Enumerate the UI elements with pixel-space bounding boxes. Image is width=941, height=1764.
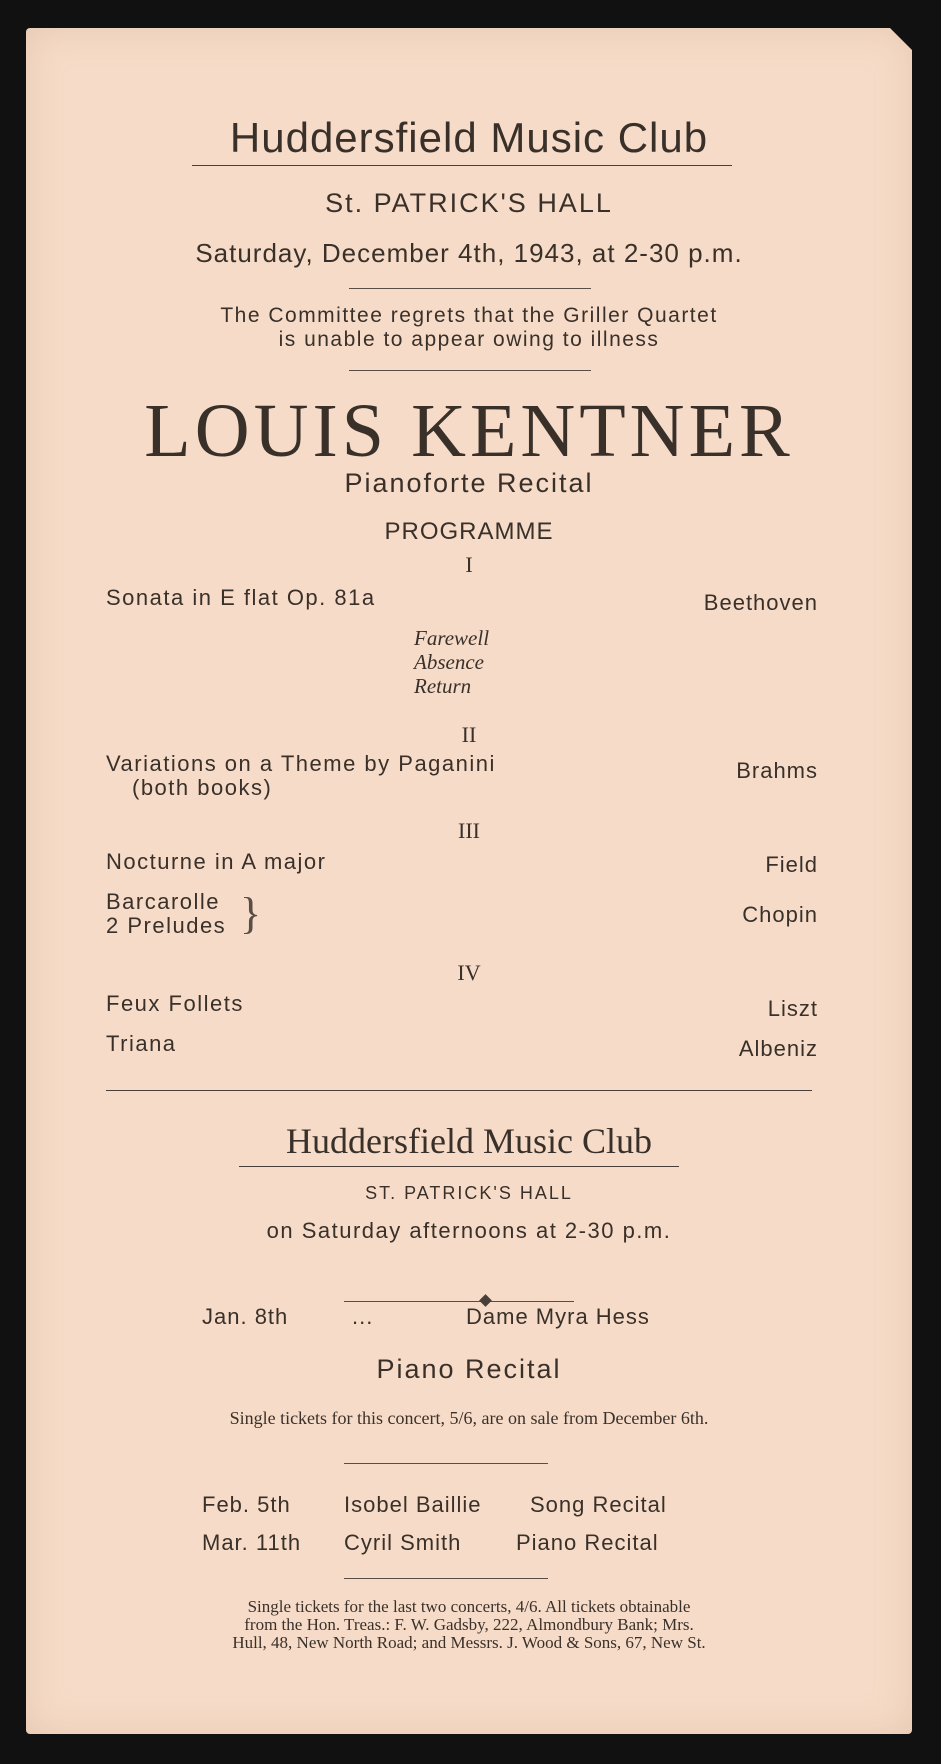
title-underline [239, 1166, 679, 1167]
part-numeral: III [458, 818, 480, 843]
section-divider [106, 1090, 812, 1091]
ticket-footer [26, 1598, 912, 1652]
part-numeral: IV [457, 960, 481, 985]
concert-schedule: on Saturday afternoons at 2-30 p.m. [266, 1218, 672, 1243]
part-numeral: I [465, 552, 473, 577]
work-title-line: Variations on a Theme by Paganini [106, 751, 496, 776]
hall-name: St. PATRICK'S HALL [325, 188, 613, 218]
notice-line: is unable to appear owing to illness [278, 328, 660, 351]
hall-name: ST. PATRICK'S HALL [365, 1183, 573, 1203]
divider [344, 1463, 548, 1464]
movement: Absence [414, 650, 484, 674]
artist-name: Cyril Smith [344, 1530, 462, 1555]
club-title: Huddersfield Music Club [286, 1121, 652, 1161]
work-group [106, 890, 226, 938]
ticket-info: Single tickets for this concert, 5/6, are on sale from December 6th. [229, 1408, 709, 1428]
artist-name: Isobel Baillie [344, 1492, 482, 1517]
work-title: Feux Follets [106, 991, 244, 1016]
footer-line: from the Hon. Treas.: F. W. Gadsby, 222, Almondbury Bank; Mrs. [244, 1615, 694, 1634]
composer: Albeniz [738, 1036, 818, 1061]
notice-line: The Committee regrets that the Griller Quartet [220, 304, 718, 327]
footer-line: Single tickets for the last two concerts, 4/6. All tickets obtainable [247, 1597, 691, 1616]
cancellation-notice [26, 304, 912, 352]
recital-type: Piano Recital [516, 1530, 659, 1555]
programme-heading: PROGRAMME [384, 518, 554, 545]
recital-type: Song Recital [530, 1492, 667, 1517]
recital-type: Piano Recital [376, 1354, 562, 1384]
folded-corner [890, 28, 912, 50]
artist-name: Dame Myra Hess [466, 1304, 650, 1329]
concert-date: Feb. 5th [202, 1492, 291, 1517]
programme-leaflet [26, 28, 912, 1734]
recital-type: Pianoforte Recital [344, 468, 594, 498]
composer: Field [765, 852, 818, 877]
work-title: Nocturne in A major [106, 849, 327, 874]
movement-list [414, 626, 489, 698]
leader-dots: ... [352, 1304, 374, 1329]
work-title: Triana [106, 1031, 177, 1056]
divider [349, 370, 591, 371]
composer: Beethoven [703, 590, 818, 615]
concert-date: Saturday, December 4th, 1943, at 2-30 p.m. [195, 238, 743, 268]
composer: Brahms [736, 758, 818, 783]
movement: Return [414, 674, 472, 698]
composer: Liszt [767, 996, 818, 1021]
work-title [106, 752, 496, 800]
movement: Farewell [414, 626, 490, 650]
work-title: 2 Preludes [106, 913, 227, 938]
ornament-line [344, 1301, 574, 1302]
bracket-glyph: } [240, 889, 262, 938]
divider [344, 1578, 548, 1579]
performer-name: LOUIS KENTNER [144, 389, 794, 473]
work-title: Sonata in E flat Op. 81a [106, 585, 376, 610]
work-title: Barcarolle [106, 889, 221, 914]
composer: Chopin [742, 902, 818, 927]
title-underline [192, 165, 732, 166]
divider [349, 288, 591, 289]
club-title: Huddersfield Music Club [229, 114, 709, 161]
footer-line: Hull, 48, New North Road; and Messrs. J. Wood & Sons, 67, New St. [232, 1633, 706, 1652]
part-numeral: II [461, 722, 477, 747]
concert-date: Mar. 11th [202, 1530, 302, 1555]
concert-date: Jan. 8th [202, 1304, 289, 1329]
work-subtitle: (both books) [132, 775, 273, 800]
